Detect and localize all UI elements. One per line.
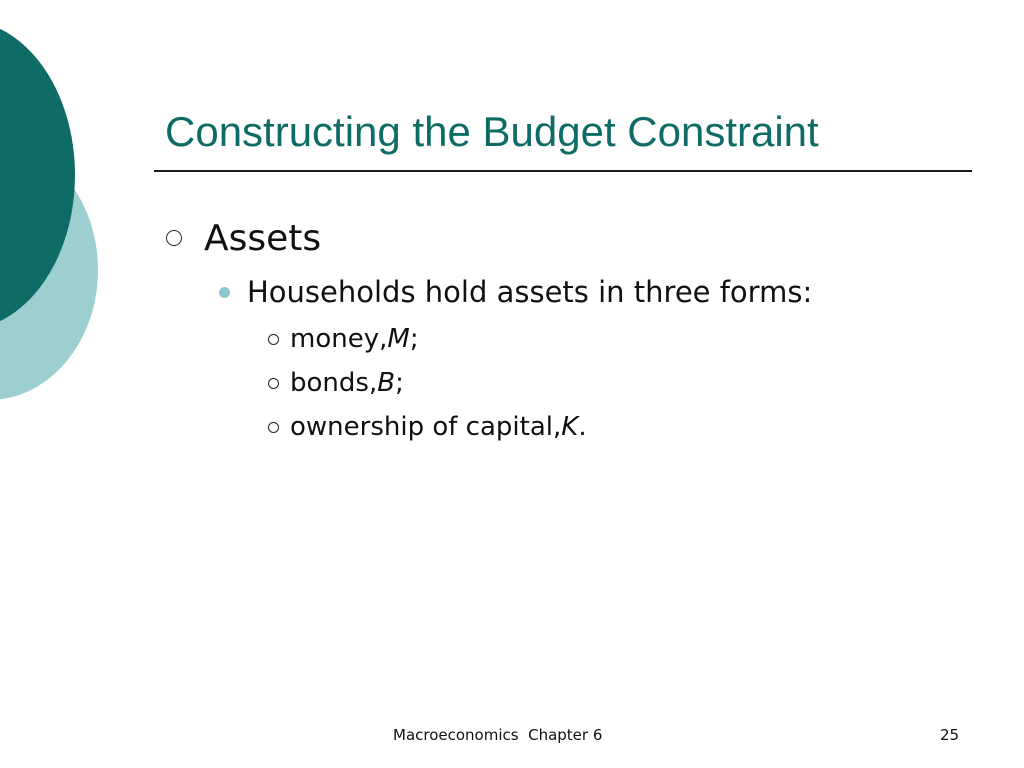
hollow-circle-bullet-icon bbox=[166, 230, 182, 246]
bullet-households-label: Households hold assets in three forms: bbox=[247, 275, 813, 309]
bullet-households bbox=[219, 272, 812, 312]
bullet-bonds bbox=[268, 366, 404, 400]
footer-course-chapter: Macroeconomics Chapter 6 bbox=[393, 726, 603, 744]
bullet-bonds-text: bonds, bbox=[290, 368, 378, 398]
hollow-circle-bullet-icon bbox=[268, 422, 279, 433]
bullet-capital bbox=[268, 410, 587, 444]
slide-title: Constructing the Budget Constraint bbox=[165, 108, 819, 155]
bullet-capital-end: . bbox=[578, 412, 587, 442]
bullet-money bbox=[268, 322, 419, 356]
footer-page-number: 25 bbox=[940, 726, 960, 744]
bullet-assets bbox=[166, 216, 321, 260]
bullet-money-variable: M bbox=[387, 324, 410, 354]
hollow-circle-bullet-icon bbox=[268, 378, 279, 389]
bullet-money-end: ; bbox=[409, 324, 419, 354]
title-divider bbox=[154, 170, 972, 172]
bullet-capital-variable: K bbox=[561, 412, 579, 442]
bullet-capital-text: ownership of capital, bbox=[290, 412, 562, 442]
bullet-assets-label: Assets bbox=[204, 217, 322, 259]
bullet-money-text: money, bbox=[290, 324, 388, 354]
bullet-bonds-end: ; bbox=[395, 368, 404, 398]
hollow-circle-bullet-icon bbox=[268, 334, 279, 345]
filled-dot-bullet-icon bbox=[219, 287, 230, 298]
bullet-bonds-variable: B bbox=[377, 368, 396, 398]
